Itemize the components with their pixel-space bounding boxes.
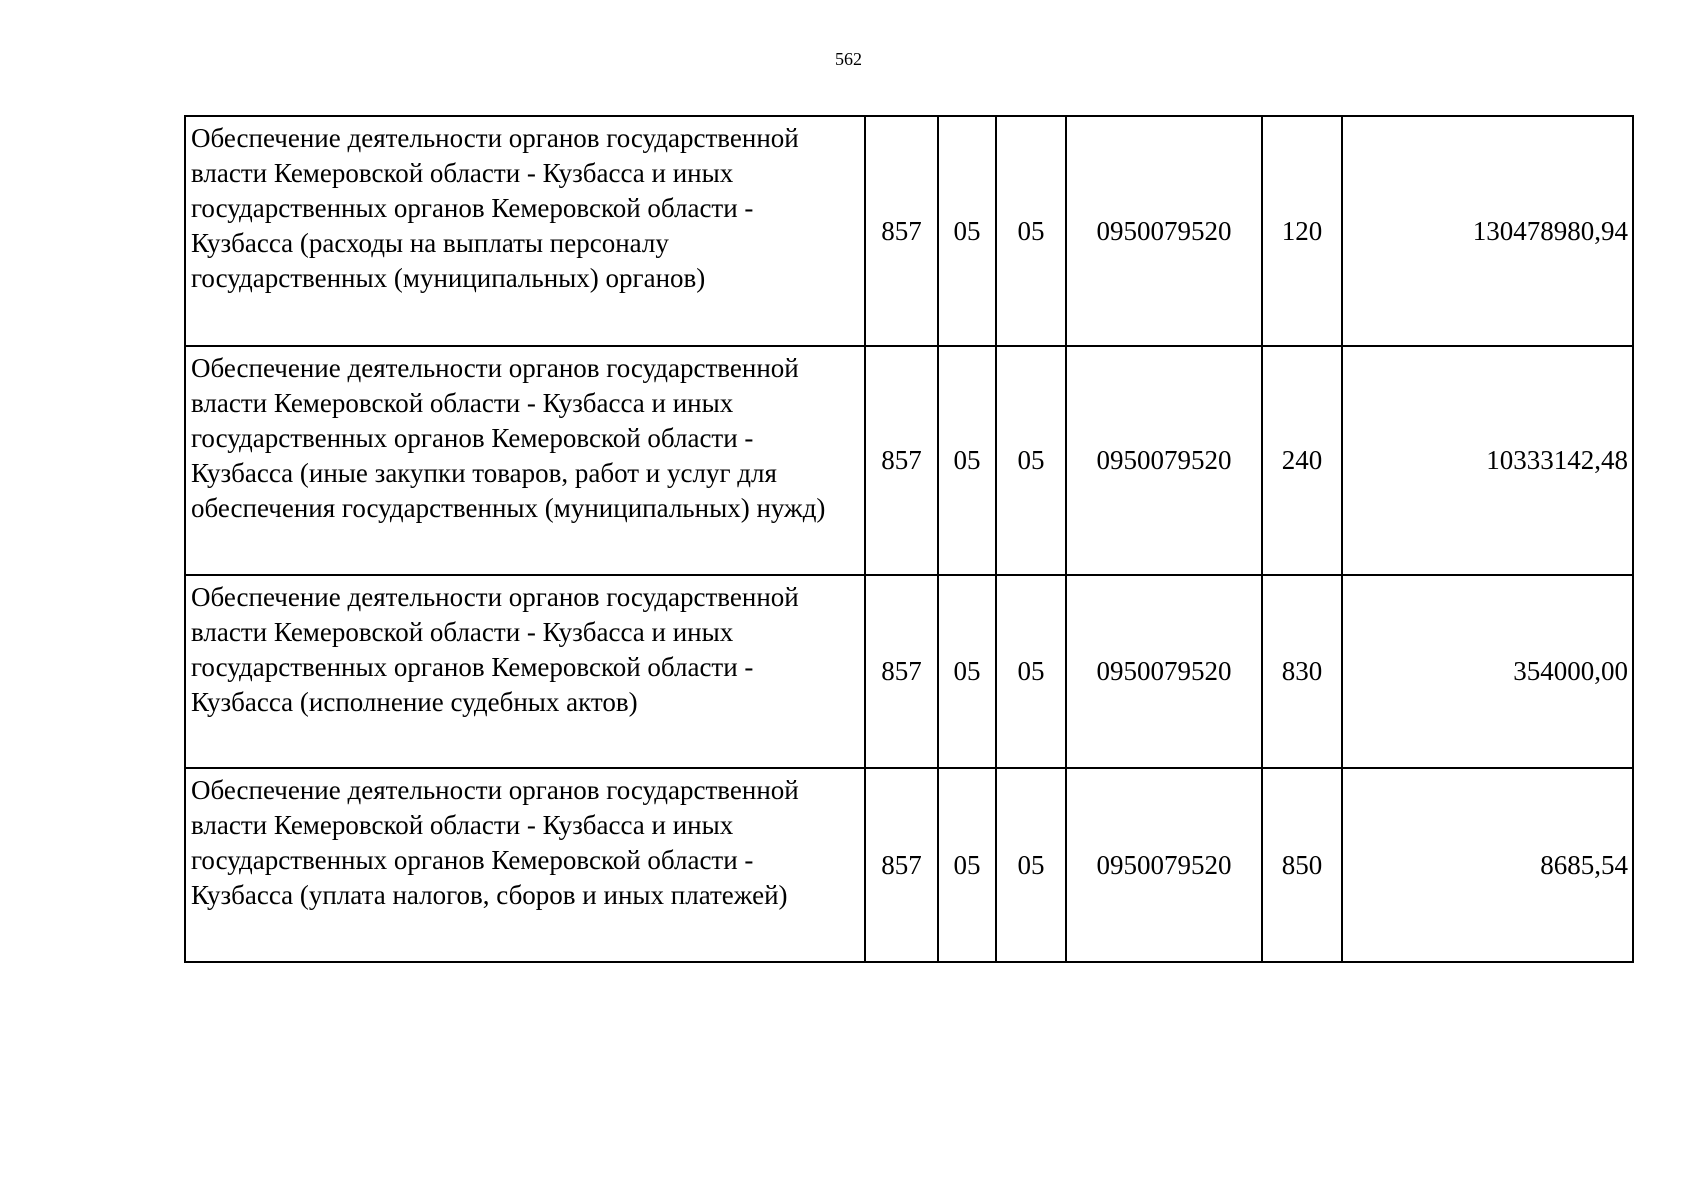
expense-name-cell: Обеспечение деятельности органов государственной власти Кемеровской области - Кузбасса и иных государственных органов Кемеровской области - Кузбасса (расходы на выплаты персоналу государственных (муниципальных) органов) bbox=[185, 116, 865, 346]
target-article-cell: 0950079520 bbox=[1066, 575, 1262, 768]
amount-cell: 130478980,94 bbox=[1342, 116, 1633, 346]
amount-cell: 354000,00 bbox=[1342, 575, 1633, 768]
admin-code-cell: 857 bbox=[865, 575, 938, 768]
page-number: 562 bbox=[835, 49, 862, 69]
expense-type-cell: 240 bbox=[1262, 346, 1342, 575]
target-article-cell: 0950079520 bbox=[1066, 768, 1262, 962]
target-article-cell: 0950079520 bbox=[1066, 346, 1262, 575]
amount-cell: 8685,54 bbox=[1342, 768, 1633, 962]
budget-table bbox=[184, 115, 1634, 963]
section-code-cell: 05 bbox=[938, 575, 996, 768]
table-row bbox=[185, 116, 1633, 346]
admin-code-cell: 857 bbox=[865, 768, 938, 962]
expense-name-cell: Обеспечение деятельности органов государственной власти Кемеровской области - Кузбасса и иных государственных органов Кемеровской области - Кузбасса (исполнение судебных актов) bbox=[185, 575, 865, 768]
subsection-code-cell: 05 bbox=[996, 575, 1066, 768]
table-row bbox=[185, 768, 1633, 962]
expense-type-cell: 830 bbox=[1262, 575, 1342, 768]
expense-type-cell: 120 bbox=[1262, 116, 1342, 346]
section-code-cell: 05 bbox=[938, 346, 996, 575]
table-row bbox=[185, 575, 1633, 768]
expense-name-cell: Обеспечение деятельности органов государственной власти Кемеровской области - Кузбасса и иных государственных органов Кемеровской области - Кузбасса (иные закупки товаров, работ и услуг для обеспечения государственных (муниципальных) нужд) bbox=[185, 346, 865, 575]
admin-code-cell: 857 bbox=[865, 346, 938, 575]
subsection-code-cell: 05 bbox=[996, 768, 1066, 962]
section-code-cell: 05 bbox=[938, 116, 996, 346]
target-article-cell: 0950079520 bbox=[1066, 116, 1262, 346]
section-code-cell: 05 bbox=[938, 768, 996, 962]
admin-code-cell: 857 bbox=[865, 116, 938, 346]
expense-name-cell: Обеспечение деятельности органов государственной власти Кемеровской области - Кузбасса и иных государственных органов Кемеровской области - Кузбасса (уплата налогов, сборов и иных платежей) bbox=[185, 768, 865, 962]
table-row bbox=[185, 346, 1633, 575]
expense-type-cell: 850 bbox=[1262, 768, 1342, 962]
subsection-code-cell: 05 bbox=[996, 116, 1066, 346]
subsection-code-cell: 05 bbox=[996, 346, 1066, 575]
amount-cell: 10333142,48 bbox=[1342, 346, 1633, 575]
